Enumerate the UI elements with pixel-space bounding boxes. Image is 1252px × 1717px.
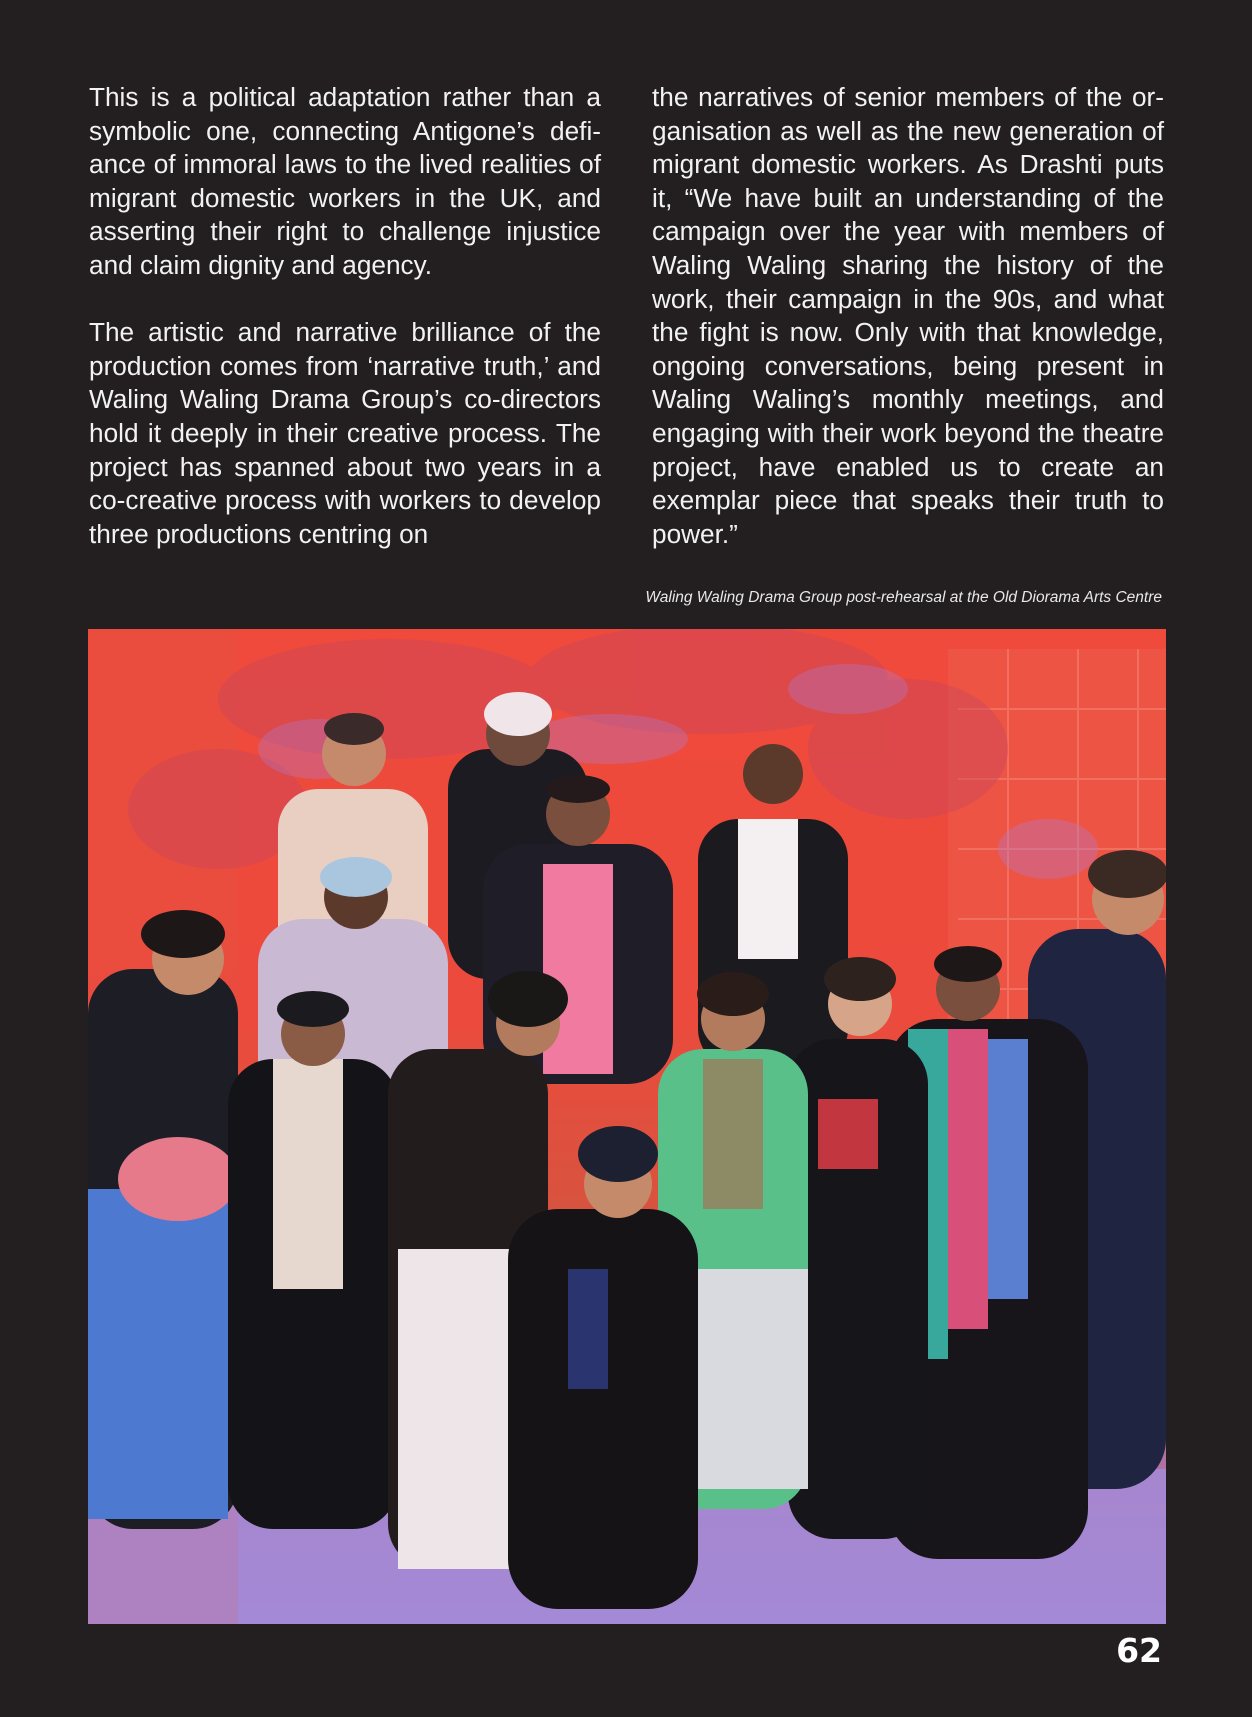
paragraph: This is a political adaptation rather than a symbolic one, connecting Antigone’s defiance of immoral laws to the lived realities of migrant domestic workers in the UK, and asserting their right to challenge injustice and claim dignity and agency. — [89, 82, 601, 280]
photo-caption: Waling Waling Drama Group post-rehearsal at the Old Diorama Arts Centre — [645, 589, 1162, 606]
paragraph: the narratives of senior members of the organisation as well as the new generation of migrant domestic workers. As Drashti puts it, “We have built an understanding of the campaign over the year with members of Waling Waling sharing the history of the work, their campaign in the 90s, and what the fight is now. Only with that knowledge, ongoing conversations, being present in Waling Waling’s monthly meetings, and engaging with their work beyond the theatre project, have enabled us to create an exemplar piece that speaks their truth to power.” — [652, 82, 1164, 549]
group-photo — [88, 629, 1166, 1624]
group-photo-illustration — [88, 629, 1166, 1624]
page-number: 62 — [1116, 1631, 1162, 1670]
article-left-column — [89, 81, 601, 551]
person — [88, 910, 238, 1529]
paragraph: The artistic and narrative brilliance of the production comes from ‘narrative truth,’ and Waling Waling Drama Group’s co-directors hold it deeply in their creative process. The project has spanned about two years in a co-creative process with workers to develop three productions centring on — [89, 317, 601, 549]
person — [228, 991, 398, 1529]
article-right-column — [652, 81, 1164, 551]
